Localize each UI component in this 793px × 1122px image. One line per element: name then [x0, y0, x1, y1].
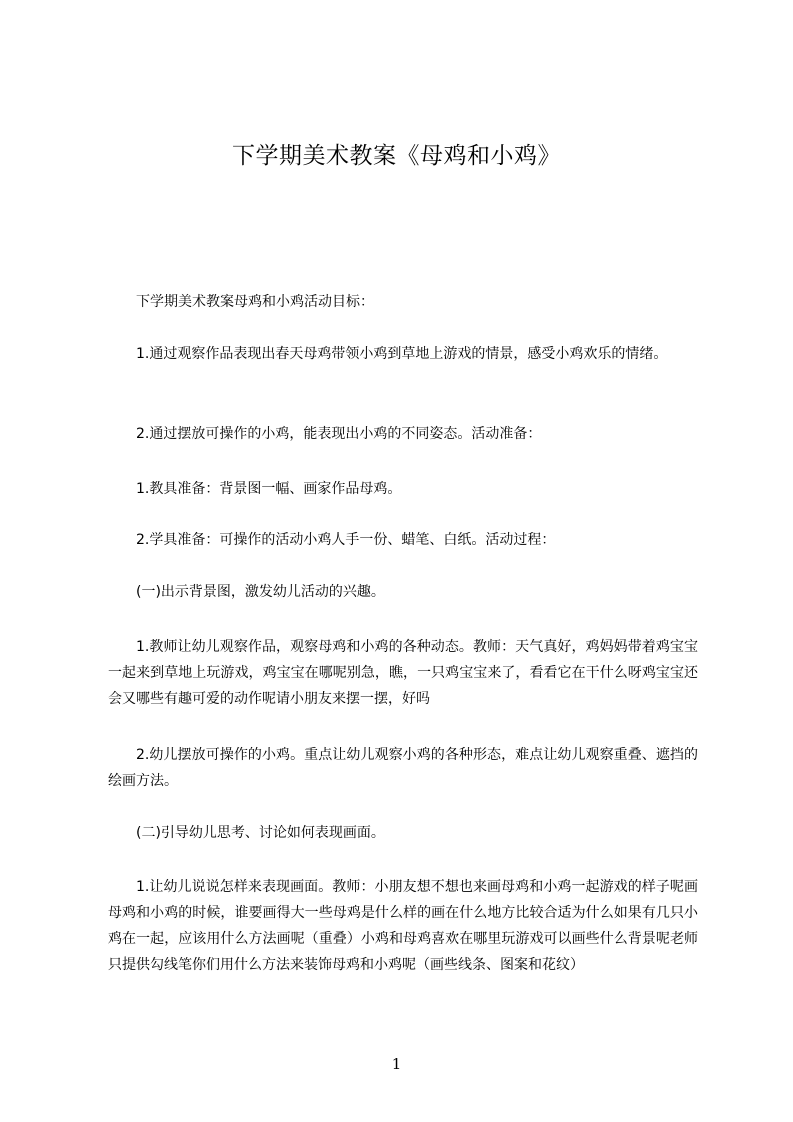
paragraph-objective-1: 1.通过观察作品表现出春天母鸡带领小鸡到草地上游戏的情景，感受小鸡欢乐的情绪。 [136, 346, 668, 362]
paragraph-section-two: (二)引导幼儿思考、讨论如何表现画面。 [136, 825, 385, 841]
paragraph-objective-2: 2.通过摆放可操作的小鸡，能表现出小鸡的不同姿态。活动准备： [136, 426, 542, 442]
paragraph-teaching-aids: 1.教具准备：背景图一幅、画家作品母鸡。 [136, 481, 402, 497]
paragraph-step-2: 2.幼儿摆放可操作的小鸡。重点让幼儿观察小鸡的各种形态，难点让幼儿观察重叠、遮挡的绘画方法。 [108, 747, 698, 789]
paragraph-step-1: 1.教师让幼儿观察作品，观察母鸡和小鸡的各种动态。教师：天气真好，鸡妈妈带着鸡宝宝一起来到草地上玩游戏，鸡宝宝在哪呢别急，瞧，一只鸡宝宝来了，看看它在干什么呀鸡宝宝还会又哪些有趣可爱的动作呢请小朋友来摆一摆，好吗 [108, 639, 698, 707]
page-number: 1 [391, 1055, 402, 1073]
paragraph-step-3: 1.让幼儿说说怎样来表现画面。教师：小朋友想不想也来画母鸡和小鸡一起游戏的样子呢画母鸡和小鸡的时候，谁要画得大一些母鸡是什么样的画在什么地方比较合适为什么如果有几只小鸡在一起，应该用什么方法画呢（重叠）小鸡和母鸡喜欢在哪里玩游戏可以画些什么背景呢老师只提供勾线笔你们用什么方法来装饰母鸡和小鸡呢（画些线条、图案和花纹） [108, 879, 698, 973]
paragraph-section-one: (一)出示背景图，激发幼儿活动的兴趣。 [136, 584, 385, 600]
paragraph-objectives-heading: 下学期美术教案母鸡和小鸡活动目标： [136, 294, 374, 310]
document-title: 下学期美术教案《母鸡和小鸡》 [232, 143, 561, 169]
paragraph-learning-aids: 2.学具准备：可操作的活动小鸡人手一份、蜡笔、白纸。活动过程： [136, 532, 556, 548]
